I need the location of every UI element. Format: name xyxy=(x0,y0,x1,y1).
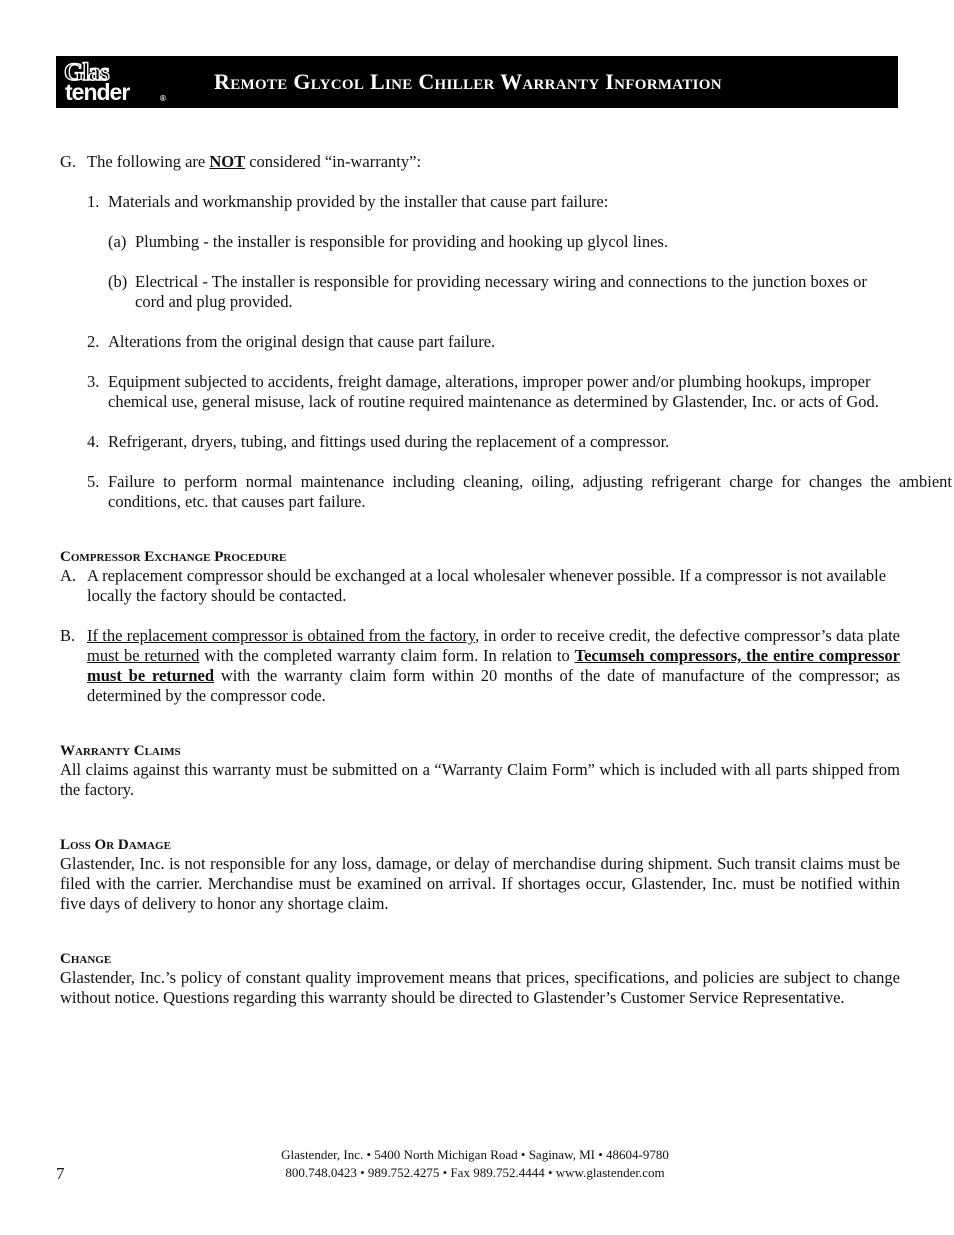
item-text: , in order to receive credit, the defective compressor’s data plate xyxy=(475,626,900,645)
item-text: with the warranty claim form within 20 months of the date of manufacture of the compressor; as determined by the compressor code. xyxy=(87,666,901,705)
loss-or-damage-heading: Loss Or Damage xyxy=(60,837,171,853)
compressor-exchange-heading: Compressor Exchange Procedure xyxy=(60,549,287,565)
list-text: Equipment subjected to accidents, freight damage, alterations, improper power and/or plumbing hookups, improper chemical use, general misuse, lack of routine required maintenance as determined by Glastender, Inc. or acts of God. xyxy=(108,372,879,411)
list-text: Failure to perform normal maintenance including cleaning, oiling, adjusting refrigerant charge for changes the ambient conditions, etc. that causes part failure. xyxy=(108,472,952,511)
intro-not: NOT xyxy=(209,152,246,171)
list-text: Plumbing - the installer is responsible for providing and hooking up glycol lines. xyxy=(135,232,668,251)
item-label: A. xyxy=(60,566,77,585)
item-text: with the completed warranty claim form. In relation to xyxy=(199,646,575,665)
list-item-2 xyxy=(87,332,900,352)
footer-contact xyxy=(230,1146,720,1182)
list-text: Alterations from the original design that cause part failure. xyxy=(108,332,496,351)
logo-glas: Glas xyxy=(64,59,109,86)
tecumseh-requirement: Tecumseh compressors, the entire compressor must be returned xyxy=(87,646,901,685)
header-bar xyxy=(56,56,898,108)
list-text: Materials and workmanship provided by the installer that cause part failure: xyxy=(108,192,609,211)
list-text: Electrical - The installer is responsible for providing necessary wiring and connections to the junction boxes or cord and plug provided. xyxy=(135,272,867,311)
must-be-returned: must be returned xyxy=(87,646,200,665)
list-item-1a xyxy=(108,232,900,252)
document-body xyxy=(60,152,952,1008)
list-item-5 xyxy=(87,472,952,512)
page-title: Remote Glycol Line Chiller Warranty Information xyxy=(214,69,722,94)
compressor-item-a xyxy=(60,566,900,606)
section-g-label: G. xyxy=(60,152,77,171)
logo-tender: tender xyxy=(65,79,130,105)
warranty-claims-heading: Warranty Claims xyxy=(60,743,181,759)
list-text: Refrigerant, dryers, tubing, and fittings used during the replacement of a compressor. xyxy=(108,432,670,451)
list-label: 4. xyxy=(87,432,100,451)
glastender-logo xyxy=(56,56,174,108)
list-label: 2. xyxy=(87,332,100,351)
footer-address: Glastender, Inc. • 5400 North Michigan Road • Saginaw, MI • 48604-9780 xyxy=(281,1147,669,1162)
list-label: 1. xyxy=(87,192,100,211)
list-item-3 xyxy=(87,372,900,412)
list-item-1 xyxy=(87,192,900,212)
list-label: (b) xyxy=(108,272,128,291)
list-item-4 xyxy=(87,432,900,452)
intro-post: considered “in-warranty”: xyxy=(245,152,422,171)
change-heading: Change xyxy=(60,951,112,967)
factory-condition: If the replacement compressor is obtained from the factory xyxy=(87,626,476,645)
compressor-item-b xyxy=(60,626,900,706)
warranty-claims-text: All claims against this warranty must be submitted on a “Warranty Claim Form” which is included with all parts shipped from the factory. xyxy=(60,760,900,799)
page-number: 7 xyxy=(56,1164,65,1183)
change-text: Glastender, Inc.’s policy of constant quality improvement means that prices, specifications, and policies are subject to change without notice. Questions regarding this warranty should be directed to Glastender’s Customer Service Representative. xyxy=(60,968,900,1007)
intro-pre: The following are xyxy=(87,152,210,171)
section-g-intro xyxy=(60,152,900,172)
footer-phone: 800.748.0423 • 989.752.4275 • Fax 989.752.4444 • www.glastender.com xyxy=(285,1165,665,1180)
list-item-1b xyxy=(108,272,900,312)
loss-or-damage-text: Glastender, Inc. is not responsible for any loss, damage, or delay of merchandise during shipment. Such transit claims must be filed with the carrier. Merchandise must be examined on arrival. If shortages occur, Glastender, Inc. must be notified within five days of delivery to honor any shortage claim. xyxy=(60,854,900,913)
list-label: 3. xyxy=(87,372,100,391)
item-label: B. xyxy=(60,626,76,645)
list-label: (a) xyxy=(108,232,127,251)
list-label: 5. xyxy=(87,472,100,491)
item-text: A replacement compressor should be exchanged at a local wholesaler whenever possible. If a compressor is not available locally the factory should be contacted. xyxy=(87,566,887,605)
logo-registered-mark: ® xyxy=(160,94,166,103)
